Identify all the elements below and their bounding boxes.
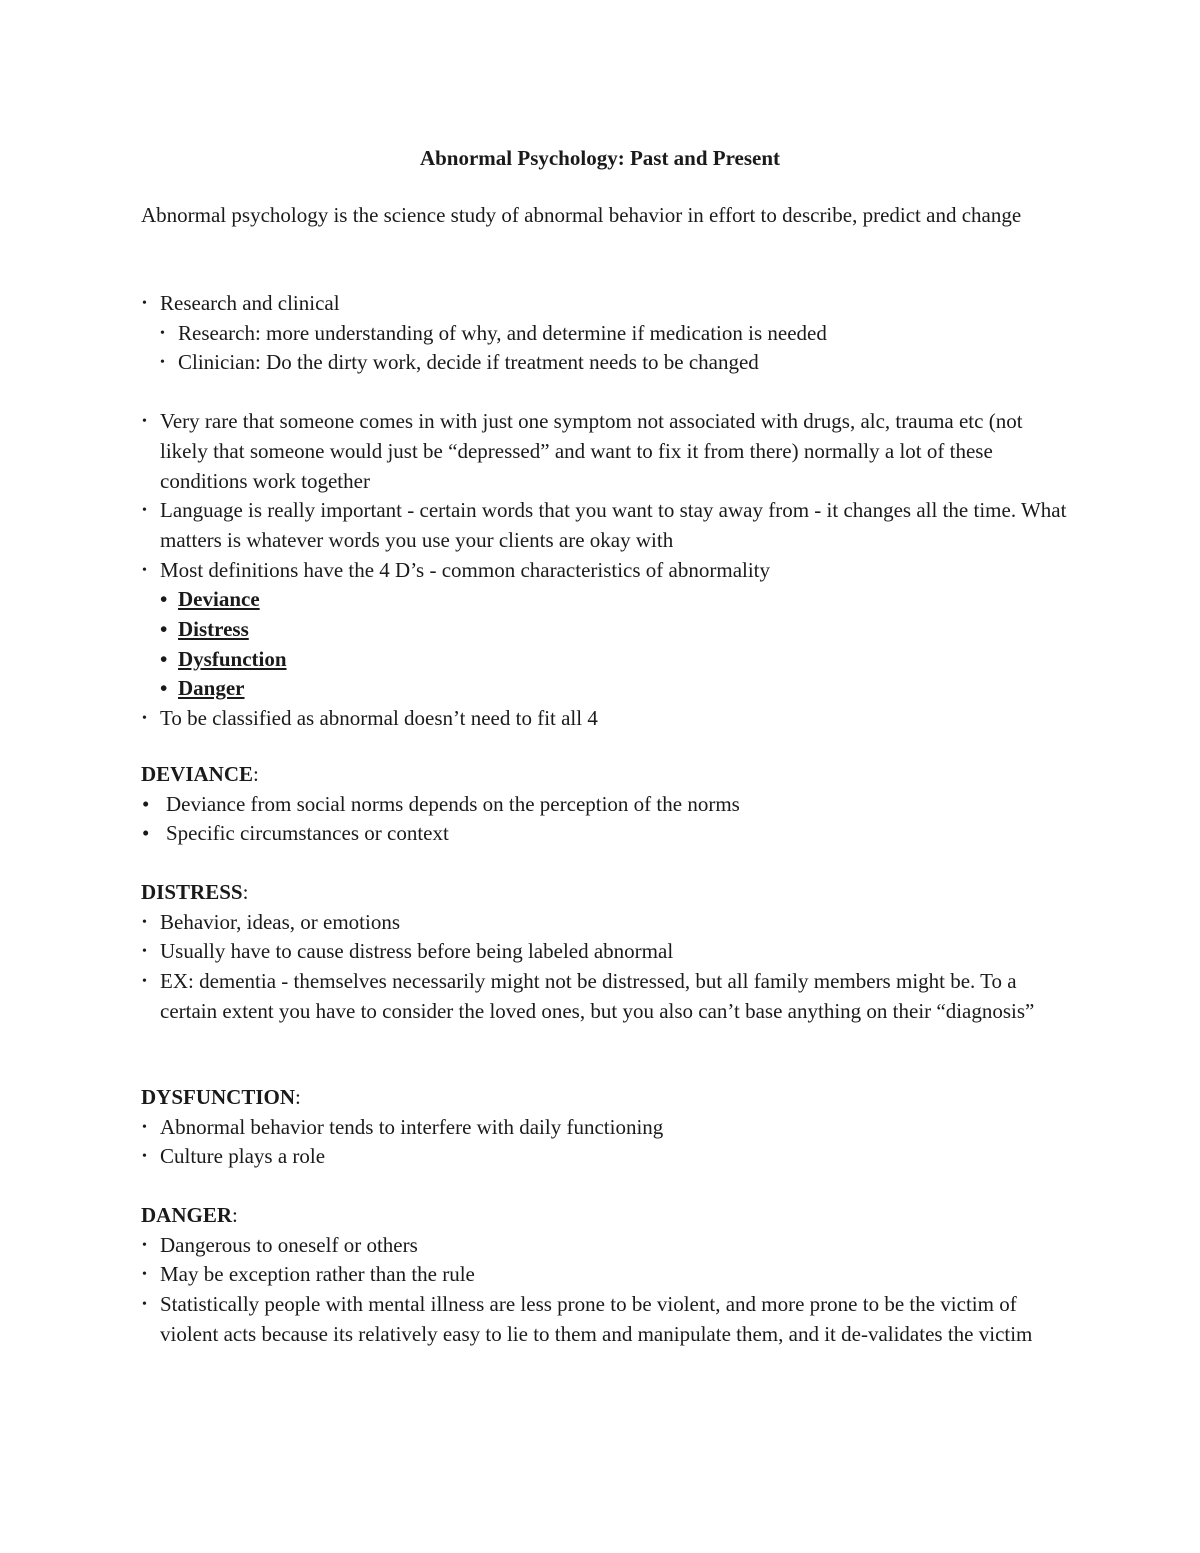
list-item: • Specific circumstances or context [141,819,1071,849]
danger-section [141,1201,1071,1350]
bullet-icon: • [160,617,168,642]
four-d-danger: • Danger [141,674,1071,704]
list-item: • Research: more understanding of why, and determine if medication is needed [141,319,1071,349]
bullet-icon: • [142,414,147,430]
bullet-icon: • [142,1119,147,1135]
overview-list [141,289,1071,734]
bullet-icon: • [160,355,165,371]
bullet-icon: • [160,587,168,612]
bullet-icon: • [142,914,147,930]
four-d-deviance: • Deviance [141,585,1071,615]
list-item: • Clinician: Do the dirty work, decide if treatment needs to be changed [141,348,1071,378]
bullet-icon: • [142,1237,147,1253]
bullet-icon: • [160,646,168,671]
distress-section [141,878,1071,1027]
four-d-dysfunction: • Dysfunction [141,645,1071,675]
bullet-icon: • [142,562,147,578]
bullet-icon: • [142,821,150,846]
document-title: Abnormal Psychology: Past and Present [419,146,781,170]
four-d-distress: • Distress [141,615,1071,645]
bullet-icon: • [160,676,168,701]
list-item: • Research and clinical [141,289,1071,319]
section-heading: DEVIANCE: [141,762,259,786]
section-heading: DISTRESS: [141,880,249,904]
bullet-icon: • [142,944,147,960]
list-item: • Dangerous to oneself or others [141,1231,1071,1261]
list-item: • May be exception rather than the rule [141,1260,1071,1290]
dysfunction-section [141,1083,1071,1172]
bullet-icon: • [142,791,150,816]
list-item: • To be classified as abnormal doesn’t need to fit all 4 [141,704,1071,734]
bullet-icon: • [142,1297,147,1313]
list-item: • Language is really important - certain words that you want to stay away from - it changes all the time. What matters is whatever words you use your clients are okay with [142,498,1067,552]
section-heading: DYSFUNCTION: [141,1085,301,1109]
list-item: • EX: dementia - themselves necessarily might not be distressed, but all family members might be. To a certain extent you have to consider the loved ones, but you also can’t base anything on their “diagnosis” [142,969,1035,1023]
list-item: • Usually have to cause distress before being labeled abnormal [141,937,1071,967]
deviance-section [141,760,1071,849]
bullet-icon: • [142,711,147,727]
list-item: • Behavior, ideas, or emotions [141,908,1071,938]
bullet-icon: • [142,296,147,311]
bullet-icon: • [160,325,165,341]
list-item: • Statistically people with mental illness are less prone to be violent, and more prone to be the victim of violent acts because its relatively easy to lie to them and manipulate them, and it de-validates the victim [142,1292,1033,1346]
intro-paragraph: Abnormal psychology is the science study of abnormal behavior in effort to describe, predict and change [141,203,1022,227]
bullet-icon: • [142,1149,147,1165]
bullet-icon: • [142,974,147,990]
bullet-icon: • [142,503,147,519]
list-item: • Deviance from social norms depends on the perception of the norms [141,790,1071,820]
section-heading: DANGER: [141,1203,238,1227]
list-item: • Culture plays a role [141,1142,1071,1172]
list-item: • Very rare that someone comes in with just one symptom not associated with drugs, alc, trauma etc (not likely that someone would just be “depressed” and want to fix it from there) normally a lot of these conditions work together [142,409,1023,493]
list-item: • Most definitions have the 4 D’s - common characteristics of abnormality [141,556,1071,586]
bullet-icon: • [142,1267,147,1283]
list-item: • Abnormal behavior tends to interfere with daily functioning [141,1113,1071,1143]
